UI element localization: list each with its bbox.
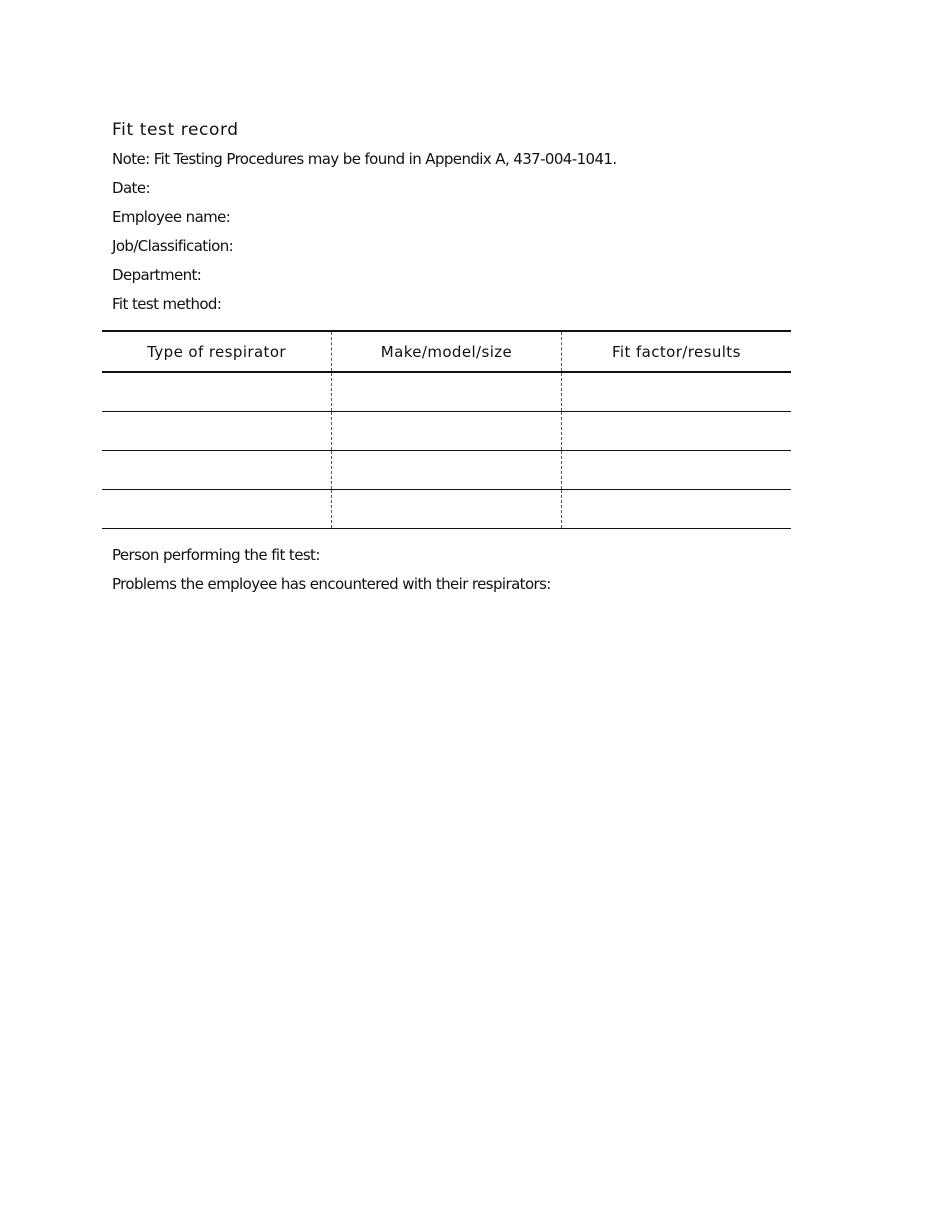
date-label: Date: — [112, 179, 150, 197]
table-cell[interactable] — [561, 372, 791, 412]
table-header-row — [102, 331, 791, 372]
table-row — [102, 490, 791, 529]
job-classification-label: Job/Classification: — [112, 237, 234, 255]
table-cell[interactable] — [561, 412, 791, 451]
table-cell[interactable] — [561, 490, 791, 529]
table-row — [102, 372, 791, 412]
table-row — [102, 412, 791, 451]
table-cell[interactable] — [561, 451, 791, 490]
table-cell[interactable] — [102, 490, 332, 529]
page-title: Fit test record — [112, 120, 239, 140]
fit-test-method-label: Fit test method: — [112, 295, 222, 313]
table-cell[interactable] — [332, 451, 562, 490]
person-performing-label: Person performing the fit test: — [112, 546, 320, 564]
header-type-of-respirator: Type of respirator — [102, 331, 332, 372]
table-cell[interactable] — [332, 412, 562, 451]
department-label: Department: — [112, 266, 202, 284]
problems-label: Problems the employee has encountered with their respirators: — [112, 575, 551, 593]
table-cell[interactable] — [332, 372, 562, 412]
header-fit-factor-results: Fit factor/results — [561, 331, 791, 372]
employee-name-label: Employee name: — [112, 208, 231, 226]
table-row — [102, 451, 791, 490]
table-cell[interactable] — [102, 372, 332, 412]
table-cell[interactable] — [102, 451, 332, 490]
table-cell[interactable] — [332, 490, 562, 529]
header-make-model-size: Make/model/size — [332, 331, 562, 372]
procedures-note: Note: Fit Testing Procedures may be found in Appendix A, 437-004-1041. — [112, 150, 617, 168]
table-cell[interactable] — [102, 412, 332, 451]
respirator-table — [102, 330, 791, 529]
